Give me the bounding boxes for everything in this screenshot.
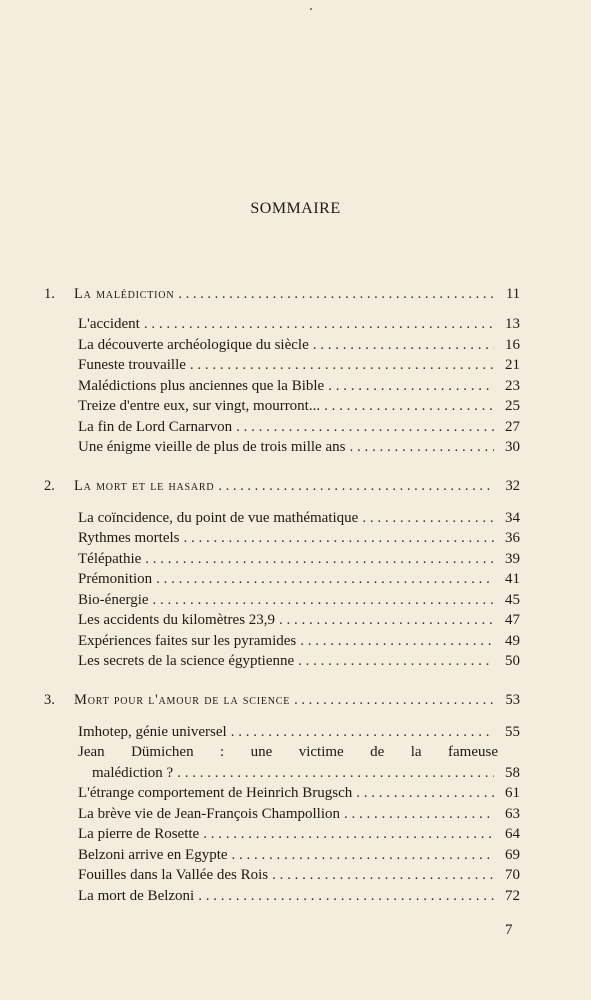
toc-section-2 — [44, 478, 520, 674]
toc-entry — [78, 419, 520, 440]
toc-entry — [78, 316, 520, 337]
entry-page: 21 — [505, 357, 520, 373]
entry-page: 49 — [505, 632, 520, 649]
chapter-number: 2. — [44, 477, 55, 494]
dot-leader — [272, 867, 494, 884]
toc-entry — [78, 847, 520, 868]
ink-speck — [310, 8, 312, 10]
entry-title: Les accidents du kilomètres 23,9 — [78, 612, 276, 628]
entry-page: 41 — [505, 571, 520, 587]
chapter-page: 32 — [505, 477, 520, 494]
entry-title: Rythmes mortels — [78, 530, 180, 546]
dot-leader — [183, 530, 494, 547]
toc-entry — [78, 724, 520, 745]
entry-title-line1: Jean Dümichen : une victime de la fameuse — [78, 744, 498, 760]
entry-page: 64 — [505, 826, 520, 842]
table-of-contents — [44, 286, 520, 908]
entry-page: 50 — [505, 653, 520, 669]
dot-leader — [153, 592, 494, 609]
chapter-number: 1. — [44, 286, 55, 302]
entry-title: La coïncidence, du point de vue mathématique — [78, 509, 359, 526]
dot-leader — [203, 826, 494, 843]
toc-entry — [78, 398, 520, 419]
dot-leader — [349, 439, 494, 456]
dot-leader — [231, 724, 494, 741]
toc-entry — [78, 785, 520, 806]
dot-leader — [356, 785, 494, 802]
chapter-number: 3. — [44, 691, 55, 708]
entry-title: La pierre de Rosette — [78, 826, 200, 842]
entry-title: Treize d'entre eux, sur vingt, mourront... — [78, 398, 321, 414]
toc-entry — [78, 510, 520, 531]
entry-title: Imhotep, génie universel — [78, 723, 227, 740]
toc-entry — [78, 806, 520, 827]
entry-page: 30 — [505, 439, 520, 455]
dot-leader — [218, 478, 494, 495]
dot-leader — [190, 357, 494, 374]
chapter-heading — [44, 692, 520, 712]
entry-title: Télépathie — [78, 550, 142, 567]
entry-title-line2: malédiction ? — [92, 764, 174, 781]
chapter-page: 53 — [505, 691, 520, 708]
toc-entry — [78, 592, 520, 613]
entry-page: 63 — [505, 805, 520, 822]
entry-title: L'accident — [78, 316, 140, 332]
toc-entry — [78, 571, 520, 592]
entry-title: La découverte archéologique du siècle — [78, 336, 309, 353]
entry-page: 25 — [505, 398, 520, 414]
chapter-title: La mort et le hasard — [74, 477, 215, 494]
dot-leader — [279, 612, 494, 629]
entry-title: Une énigme vieille de plus de trois mille ans — [78, 439, 346, 455]
entry-page: 16 — [505, 336, 520, 353]
toc-section-1 — [44, 286, 520, 460]
entry-title: Malédictions plus anciennes que la Bible — [78, 377, 325, 394]
toc-entry — [78, 551, 520, 572]
entry-page: 69 — [505, 846, 520, 863]
entry-page: 39 — [505, 550, 520, 567]
toc-entry — [78, 633, 520, 654]
entry-title: Prémonition — [78, 571, 153, 587]
dot-leader — [145, 551, 494, 568]
entry-page: 27 — [505, 418, 520, 435]
toc-entry — [78, 439, 520, 460]
entry-title: Belzoni arrive en Egypte — [78, 846, 228, 863]
toc-entry — [78, 378, 520, 399]
entry-page: 13 — [505, 316, 520, 332]
entry-title: La brève vie de Jean-François Champollion — [78, 805, 341, 822]
entry-title: Fouilles dans la Vallée des Rois — [78, 867, 269, 883]
dot-leader — [232, 847, 494, 864]
entry-title: Bio-énergie — [78, 591, 149, 608]
toc-entry — [78, 867, 520, 888]
toc-entry — [78, 357, 520, 378]
dot-leader — [328, 378, 494, 395]
page-number: 7 — [505, 922, 513, 938]
dot-leader — [298, 653, 494, 670]
dot-leader — [362, 510, 494, 527]
toc-entry — [78, 653, 520, 674]
dot-leader — [344, 806, 494, 823]
entry-title: Les secrets de la science égyptienne — [78, 653, 295, 669]
dot-leader — [236, 419, 494, 436]
toc-entry — [78, 826, 520, 847]
entry-page: 34 — [505, 509, 520, 526]
toc-entry — [78, 337, 520, 358]
entry-page: 55 — [505, 723, 520, 740]
dot-leader — [178, 286, 494, 303]
dot-leader — [324, 398, 494, 415]
dot-leader — [177, 765, 494, 782]
entry-page: 45 — [505, 591, 520, 608]
dot-leader — [198, 888, 494, 905]
entry-page: 61 — [505, 785, 520, 801]
entry-page: 36 — [505, 530, 520, 546]
entry-page: 47 — [505, 612, 520, 628]
chapter-title: La malédiction — [74, 286, 175, 302]
entry-page: 72 — [505, 887, 520, 904]
entry-title: La fin de Lord Carnarvon — [78, 418, 233, 435]
entry-page: 58 — [505, 764, 520, 781]
dot-leader — [300, 633, 494, 650]
entry-title: La mort de Belzoni — [78, 887, 195, 904]
toc-entry — [78, 888, 520, 909]
entry-title: L'étrange comportement de Heinrich Brugsch — [78, 785, 353, 801]
toc-entry — [78, 612, 520, 633]
entry-page: 23 — [505, 377, 520, 394]
entry-title: Expériences faites sur les pyramides — [78, 632, 297, 649]
dot-leader — [144, 316, 494, 333]
chapter-title: Mort pour l'amour de la science — [74, 691, 291, 708]
chapter-page: 11 — [506, 286, 520, 302]
entry-title: Funeste trouvaille — [78, 357, 186, 373]
toc-section-3 — [44, 692, 520, 909]
dot-leader — [294, 692, 494, 709]
chapter-heading — [44, 478, 520, 498]
dot-leader — [313, 337, 494, 354]
dot-leader — [156, 571, 494, 588]
entry-page: 70 — [505, 867, 520, 883]
page-title: SOMMAIRE — [250, 200, 341, 217]
toc-entry — [78, 530, 520, 551]
toc-entry — [78, 744, 520, 785]
chapter-heading — [44, 286, 520, 306]
